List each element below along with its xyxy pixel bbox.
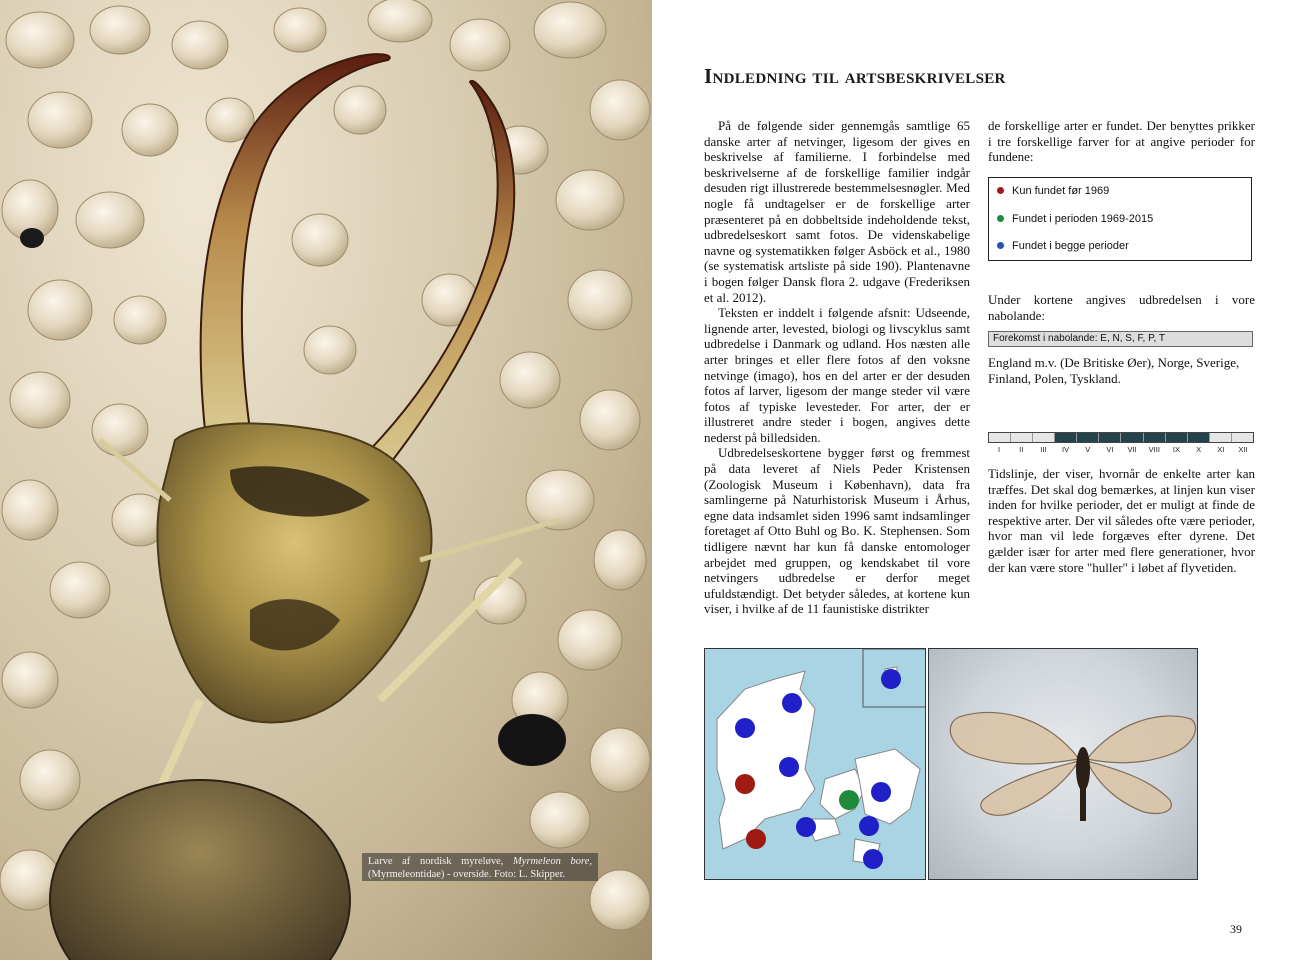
timeline-cell: [1099, 433, 1121, 442]
legend-label: Fundet i begge perioder: [1012, 240, 1129, 252]
caption-text: Larve af nordisk myreløve,: [368, 856, 514, 867]
neighbour-intro: [988, 292, 1255, 323]
dark-pebble: [498, 714, 566, 766]
text-column-1: [704, 118, 970, 617]
timeline-month-label: XII: [1238, 445, 1248, 454]
larva-head: [157, 423, 431, 722]
flight-timeline: [988, 432, 1254, 443]
legend-label: Kun fundet før 1969: [1012, 185, 1110, 197]
right-mandible: [360, 81, 514, 470]
legend-item-both-periods: [997, 239, 1129, 253]
neighbour-countries-bar: Forekomst i nabolande: E, N, S, F, P, T: [988, 331, 1253, 347]
right-page: [652, 0, 1300, 960]
timeline-cell: [989, 433, 1011, 442]
timeline-cell: [1121, 433, 1143, 442]
paragraph: Teksten er inddelt i følgende afsnit: Udseende, lignende arter, levested, biologi og livscyklus samt udbredelse i Danmark og udland. Hos næsten alle arter bringes et eller flere fotos af den voksne netvinge (imago), hos en del arter er der desuden fotos af larver, ligesom der mange steder vil være fotos af typiske levesteder. For arter, der er illustreret andre steder i bogen, angives dette nederst på billedsiden.: [704, 305, 970, 445]
page-title: Indledning til artsbeskrivelser: [704, 64, 1006, 88]
netwing-illustration: [929, 649, 1198, 880]
timeline-cell: [1033, 433, 1055, 442]
paragraph: Tidslinje, der viser, hvornår de enkelte arter kan træffes. Det skal dog bemærkes, at linjen kun viser inden for hvilke perioder, det er muligt at finde de respektive arter. Der vil således ofte være perioder, hvor man vil lede forgæves efter dyrene. Det gælder især for arter med flere generationer, hvor der kan være store "huller" i løbet af flyvetiden.: [988, 466, 1255, 575]
paragraph: På de følgende sider gennemgås samtlige 65 danske arter af netvinger, ligesom der gives en beskrivelse af familierne. I forbindelse med beskrivelserne af de forskellige familier indgår desuden rigt illustrerede bestemmelsesnøgler. Med nogle få undtagelser er de forskellige arter præsenteret på en dobbeltside indeholdende tekst, udbredelseskort samt fotos. De videnskabelige navne og systematikken følger Asböck et al., 1980 (se systematisk artsliste på side 190). Plantenavne i bogen følger Dansk flora 2. udgave (Frederiksen et al. 2012).: [704, 118, 970, 305]
timeline-explanation: [988, 466, 1255, 575]
timeline-month-label: VI: [1106, 445, 1114, 454]
timeline-month-label: IX: [1172, 445, 1180, 454]
larva-body: [50, 780, 350, 960]
timeline-month-label: V: [1085, 445, 1091, 454]
neighbour-explanation: [988, 355, 1255, 386]
caption-species: Myrmeleon bore,: [513, 856, 592, 867]
timeline-cell: [1144, 433, 1166, 442]
timeline-month-label: I: [998, 445, 1001, 454]
denmark-distribution-map: [704, 648, 926, 880]
adult-netwing-photo: [928, 648, 1198, 880]
caption-credit: (Myrmeleontidae) - overside. Foto: L. Skipper.: [368, 869, 566, 880]
green-dot-icon: [997, 215, 1004, 222]
paragraph: de forskellige arter er fundet. Der benyttes prikker i tre forskellige farver for at angive perioder for fundene:: [988, 118, 1255, 165]
timeline-cell: [1210, 433, 1232, 442]
timeline-cell: [1188, 433, 1210, 442]
text-column-2: [988, 118, 1255, 165]
map-graphic: [705, 649, 926, 880]
timeline-month-label: XI: [1217, 445, 1225, 454]
timeline-month-label: VIII: [1148, 445, 1160, 454]
timeline-month-label: II: [1019, 445, 1024, 454]
blue-dot-icon: [997, 242, 1004, 249]
legend-item-before-1969: [997, 184, 1109, 198]
paragraph: Under kortene angives udbredelsen i vore nabolande:: [988, 292, 1255, 323]
legend-label: Fundet i perioden 1969-2015: [1012, 213, 1154, 225]
timeline-month-label: IV: [1062, 445, 1070, 454]
timeline-month-label: VII: [1127, 445, 1137, 454]
timeline-month-labels: [988, 445, 1254, 454]
paragraph: England m.v. (De Britiske Øer), Norge, Sverige, Finland, Polen, Tyskland.: [988, 355, 1240, 386]
timeline-cell: [1011, 433, 1033, 442]
timeline-month-label: III: [1040, 445, 1047, 454]
page-number: 39: [1230, 922, 1242, 936]
legend-item-1969-2015: [997, 212, 1153, 226]
timeline-cell: [1232, 433, 1253, 442]
timeline-cell: [1166, 433, 1188, 442]
timeline-cell: [1077, 433, 1099, 442]
timeline-month-label: X: [1196, 445, 1202, 454]
red-dot-icon: [997, 187, 1004, 194]
paragraph: Udbredelseskortene bygger først og fremmest på data leveret af Niels Peder Kristensen (Zoologisk Museum i København), data fra samlingerne på Naturhistorisk Museum i Århus, egne data indsamlet siden 1996 samt indsamlinger foretaget af Otto Buhl og Bo. K. Stephensen. Som tidligere nævnt har kun få danske entomologer arbejdet med gruppen, og kendskabet til vore netvingers udbredelse er derfor meget ufuldstændigt. Det betyder således, at kortene kun viser, i hvilke af de 11 faunistiske distrikter: [704, 445, 970, 617]
photo-caption: [362, 853, 598, 881]
timeline-cell: [1055, 433, 1077, 442]
period-legend: [988, 177, 1252, 261]
